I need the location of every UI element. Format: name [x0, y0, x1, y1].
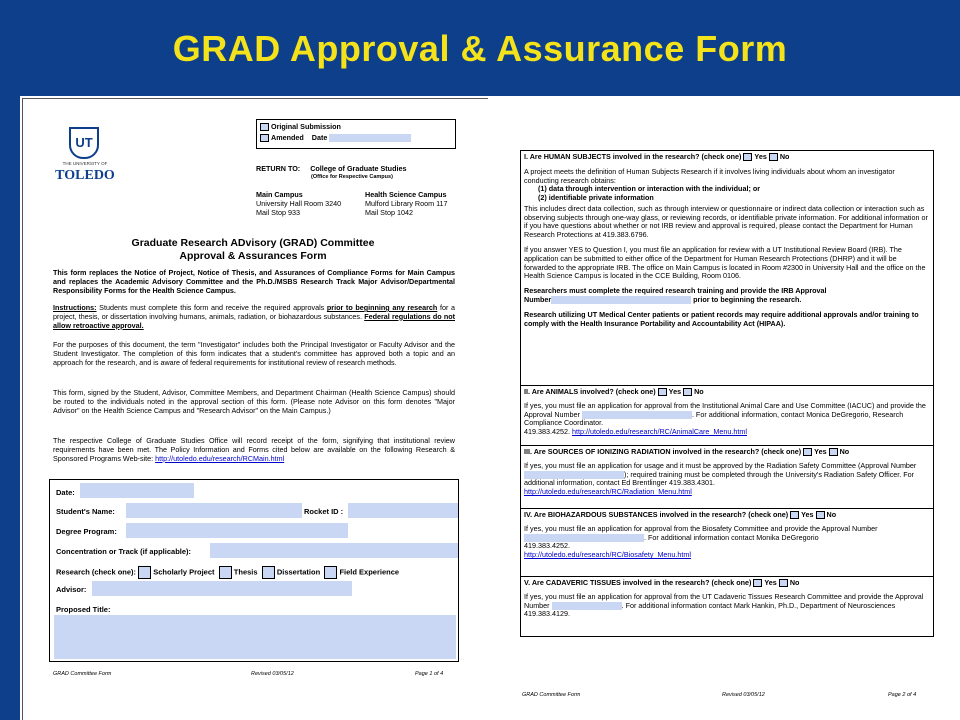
q5-no-checkbox[interactable]: [779, 579, 788, 587]
student-name-field[interactable]: [126, 503, 302, 518]
q1-training: [524, 287, 930, 305]
p2-footer-revised: Revised 03/05/12: [722, 692, 765, 698]
q1-training-c: prior to beginning the research.: [693, 294, 802, 304]
concentration-field[interactable]: [210, 543, 458, 558]
q2-yes-label: Yes: [668, 387, 682, 396]
form-title-line1: Graduate Research ADvisory (GRAD) Committee: [131, 237, 375, 249]
form-title-line2: Approval & Assurances Form: [179, 249, 327, 262]
main-campus-address: [256, 191, 366, 217]
submission-box: [256, 119, 456, 149]
logo-univ: THE UNIVERSITY OF: [62, 161, 108, 166]
q4-yes-checkbox[interactable]: [790, 511, 799, 519]
main-addr2: Mail Stop 933: [256, 207, 300, 217]
main-campus-title: Main Campus: [256, 190, 303, 199]
biohazard-section: [521, 509, 933, 577]
radiation-section: [521, 446, 933, 509]
q3-yes-label: Yes: [814, 447, 827, 456]
q1-yes-checkbox[interactable]: [743, 153, 752, 161]
intro-paragraph: This form replaces the Notice of Project, Notice of Thesis, and Assurances of Compliance Forms for Main Campus and replaces the Academic Advisory Committee and the Ph.D./MSBS Research Track Major Advisor/Departmental Responsibility Forms for the Health Science Campus.: [53, 268, 455, 295]
concentration-label: Concentration or Track (if applicable):: [56, 547, 192, 556]
dissertation-label: Dissertation: [276, 567, 321, 577]
date-field[interactable]: [80, 483, 194, 498]
research-type-row: [56, 566, 456, 579]
form-page-1: [22, 98, 488, 720]
hsc-title: Health Science Campus: [365, 190, 447, 199]
q2-yes-checkbox[interactable]: [658, 388, 667, 396]
degree-program-field[interactable]: [126, 523, 348, 538]
q1-definition: A project meets the definition of Human Subjects Research if it involves living individuals about whom an investigator conducting research obtains:: [524, 166, 895, 185]
footer-revised: Revised 03/05/12: [251, 671, 294, 677]
q2-heading: II. Are ANIMALS involved? (check one): [524, 387, 656, 396]
banner-edge: [0, 96, 20, 720]
q3-text: If yes, you must file an application for usage and it must be approved by the Radiation Safety Committee (Approval Number: [524, 460, 917, 470]
instr-u1: prior to beginning any research: [326, 303, 438, 312]
original-label: Original Submission: [271, 122, 341, 131]
q2-phone: 419.383.4252.: [524, 427, 570, 437]
q1-item1: (1) data through intervention or interaction with the individual; or: [538, 184, 761, 194]
return-sub: (Office for Respective Campus): [311, 173, 393, 180]
q3-heading: III. Are SOURCES OF IONIZING RADIATION involved in the research? (check one): [524, 447, 802, 456]
q1-no-checkbox[interactable]: [769, 153, 778, 161]
q4-phone: 419.383.4252.: [524, 541, 570, 551]
degree-program-label: Degree Program:: [56, 527, 117, 536]
radiation-link[interactable]: http://utoledo.edu/research/RC/Radiation_Menu.html: [524, 487, 692, 497]
q2-text2: . For additional information, contact Monica DeGregorio, Research Compliance Coordinator.: [524, 409, 904, 428]
q4-text: If yes, you must file an application for approval from the Biosafety Committee and provide the Approval Number: [524, 523, 878, 533]
thesis-checkbox[interactable]: [219, 566, 232, 579]
q1-irb-text: If you answer YES to Question I, you must file an application for review with a UT Institutional Review Board (IRB). The application can be submitted to either office of the Department for Human Research Protections (DHRP) and it will be forwarded to the appropriate IRB. The office on Main Campus is located in Room #2300 in University Hall and the office on the Health Science Campus is located in the CCE Building, Room 0106.: [524, 245, 926, 281]
hsc-address: [365, 191, 475, 217]
q3-text2: ); required training must be completed through the University's Radiation Safety Officer. For additional information, contact Ed Brentlinger 419.383.4301.: [524, 469, 915, 488]
return-college: College of Graduate Studies: [310, 164, 407, 173]
p2-footer-form-name: GRAD Committee Form: [522, 692, 581, 698]
q1-heading: I. Are HUMAN SUBJECTS involved in the research? (check one): [524, 152, 742, 161]
logo-toledo: TOLEDO: [55, 168, 115, 183]
animal-care-link[interactable]: http://utoledo.edu/research/RC/AnimalCare_Menu.html: [571, 427, 747, 437]
instr-text2: for a project, thesis, or dissertation involving humans, animals, radiation, or biohazardous substances.: [53, 303, 455, 321]
biosafety-link[interactable]: http://utoledo.edu/research/RC/Biosafety_Menu.html: [524, 550, 692, 560]
q1-item2: (2) identifiable private information: [538, 193, 654, 203]
student-name-label: Student's Name:: [56, 507, 115, 516]
signed-paragraph: This form, signed by the Student, Advisor, Committee Members, and Department Chairman (Health Science Campus) should be routed to the individuals noted in the approval section of this form. (Please note Advisor on this form denotes "Major Advisor" on the Health Science Campus and "Research Advisor" on the Main Campus.): [53, 388, 455, 415]
amended-date-field[interactable]: [329, 134, 411, 142]
hsc-addr1: Mulford Library Room 117: [365, 198, 448, 208]
scholarly-label: Scholarly Project: [153, 567, 215, 577]
dissertation-checkbox[interactable]: [262, 566, 275, 579]
questions-box: [520, 150, 934, 637]
thesis-label: Thesis: [233, 567, 258, 577]
q1-hipaa: Research utilizing UT Medical Center patients or patient records may require additional approvals and/or training to comply with the Health Insurance Portability and Accountability Act (HIPAA).: [524, 309, 919, 328]
respective-paragraph: [53, 437, 455, 463]
return-to-label: RETURN TO:: [256, 164, 301, 173]
instructions-paragraph: [53, 304, 455, 330]
cadaveric-section: [521, 577, 933, 638]
q2-no-label: No: [694, 387, 704, 396]
field-experience-checkbox[interactable]: [324, 566, 337, 579]
amended-label: Amended: [271, 132, 304, 142]
footer-page: Page 1 of 4: [415, 671, 444, 677]
advisor-label: Advisor:: [56, 585, 87, 594]
q3-yes-checkbox[interactable]: [803, 448, 812, 456]
animals-section: [521, 386, 933, 446]
q2-text: If yes, you must file an application for approval from the Institutional Animal Care and Use Committee (IACUC) and provide the Approval Number: [524, 400, 926, 419]
form-page-2: [496, 98, 960, 720]
scholarly-checkbox[interactable]: [138, 566, 151, 579]
date-label: Date:: [56, 488, 75, 497]
field-experience-label: Field Experience: [339, 567, 400, 577]
q5-yes-label: Yes: [764, 578, 777, 587]
q1-description: This includes direct data collection, such as through interview or questionnaire or indirect data collection or interaction such as observing subjects through one-way glass, or reviewing records, or identifiable private information. For additional information or if you have questions about whether or not IRB review and approval is required, please contact the Department for Human Research Protections at 419.383.6796.: [524, 203, 928, 240]
q4-text2: . For additional information contact Monika DeGregorio: [644, 532, 819, 542]
q2-no-checkbox[interactable]: [683, 388, 692, 396]
q5-no-label: No: [789, 578, 800, 587]
advisor-field[interactable]: [92, 581, 352, 596]
page-title: GRAD Approval & Assurance Form: [172, 28, 788, 69]
q4-yes-label: Yes: [801, 510, 814, 519]
q5-heading: V. Are CADAVERIC TISSUES involved in the research? (check one): [524, 578, 752, 587]
instr-u2: Federal regulations do not allow retroactive approval.: [53, 311, 455, 330]
shield-icon: UT: [69, 127, 99, 159]
hsc-addr2: Mail Stop 1042: [365, 207, 413, 217]
rocket-id-field[interactable]: [348, 503, 458, 518]
instr-text: Students must complete this form and receive the required approvals: [99, 303, 325, 312]
title-banner: [0, 0, 960, 96]
university-logo: [53, 127, 123, 185]
proposed-title-label: Proposed Title:: [56, 605, 111, 614]
original-checkbox[interactable]: [260, 123, 269, 131]
human-subjects-section: [521, 151, 933, 386]
return-to: [256, 165, 471, 180]
p2-footer-page: Page 2 of 4: [888, 692, 917, 698]
respective-text: The respective College of Graduate Studies Office will record receipt of the form, signifying that institutional review requirements have been met. The Policy Information and Forms cited below are available on the following Research & Sponsored Programs Web-site:: [53, 436, 455, 463]
form-title: [83, 237, 423, 262]
q5-yes-checkbox[interactable]: [753, 579, 762, 587]
rcmain-link[interactable]: http://utoledo.edu/research/RCMain.html: [155, 453, 285, 463]
q4-heading: IV. Are BIOHAZARDOUS SUBSTANCES involved in the research? (check one): [524, 510, 789, 519]
q1-yes-label: Yes: [754, 152, 767, 161]
instr-label: Instructions:: [53, 303, 97, 312]
research-label: Research (check one):: [56, 567, 137, 577]
q5-text: If yes, you must file an application for approval from the UT Cadaveric Tissues Research Committee and provide the Approval Number: [524, 591, 924, 610]
student-info-box: [49, 479, 459, 662]
purposes-paragraph: For the purposes of this document, the term "Investigator" includes both the Principal Investigator or Faculty Advisor and the Student Investigator. The completion of this form indicates that a student's committee has approved both a topic and an approach for the research, and is aware of federal requirements for institutional review of research methods.: [53, 340, 455, 367]
q4-no-label: No: [826, 510, 837, 519]
q4-no-checkbox[interactable]: [816, 511, 825, 519]
q5-text2: . For additional information contact Mark Hankin, Ph.D., Department of Neurosciences 419.383.4129.: [524, 600, 896, 619]
footer-form-name: GRAD Committee Form: [53, 671, 112, 677]
q1-training-b: Number: [524, 294, 552, 304]
rocket-id-label: Rocket ID :: [304, 507, 344, 516]
irb-approval-field[interactable]: [551, 296, 691, 304]
q1-no-label: No: [779, 152, 790, 161]
q3-no-checkbox[interactable]: [829, 448, 838, 456]
proposed-title-field[interactable]: [54, 615, 456, 659]
q1-training-a: Researchers must complete the required research training and provide the IRB Approval: [524, 286, 827, 296]
q3-no-label: No: [839, 447, 850, 456]
amended-date-label: Date: [311, 132, 328, 142]
amended-checkbox[interactable]: [260, 134, 269, 142]
main-addr1: University Hall Room 3240: [256, 198, 342, 208]
